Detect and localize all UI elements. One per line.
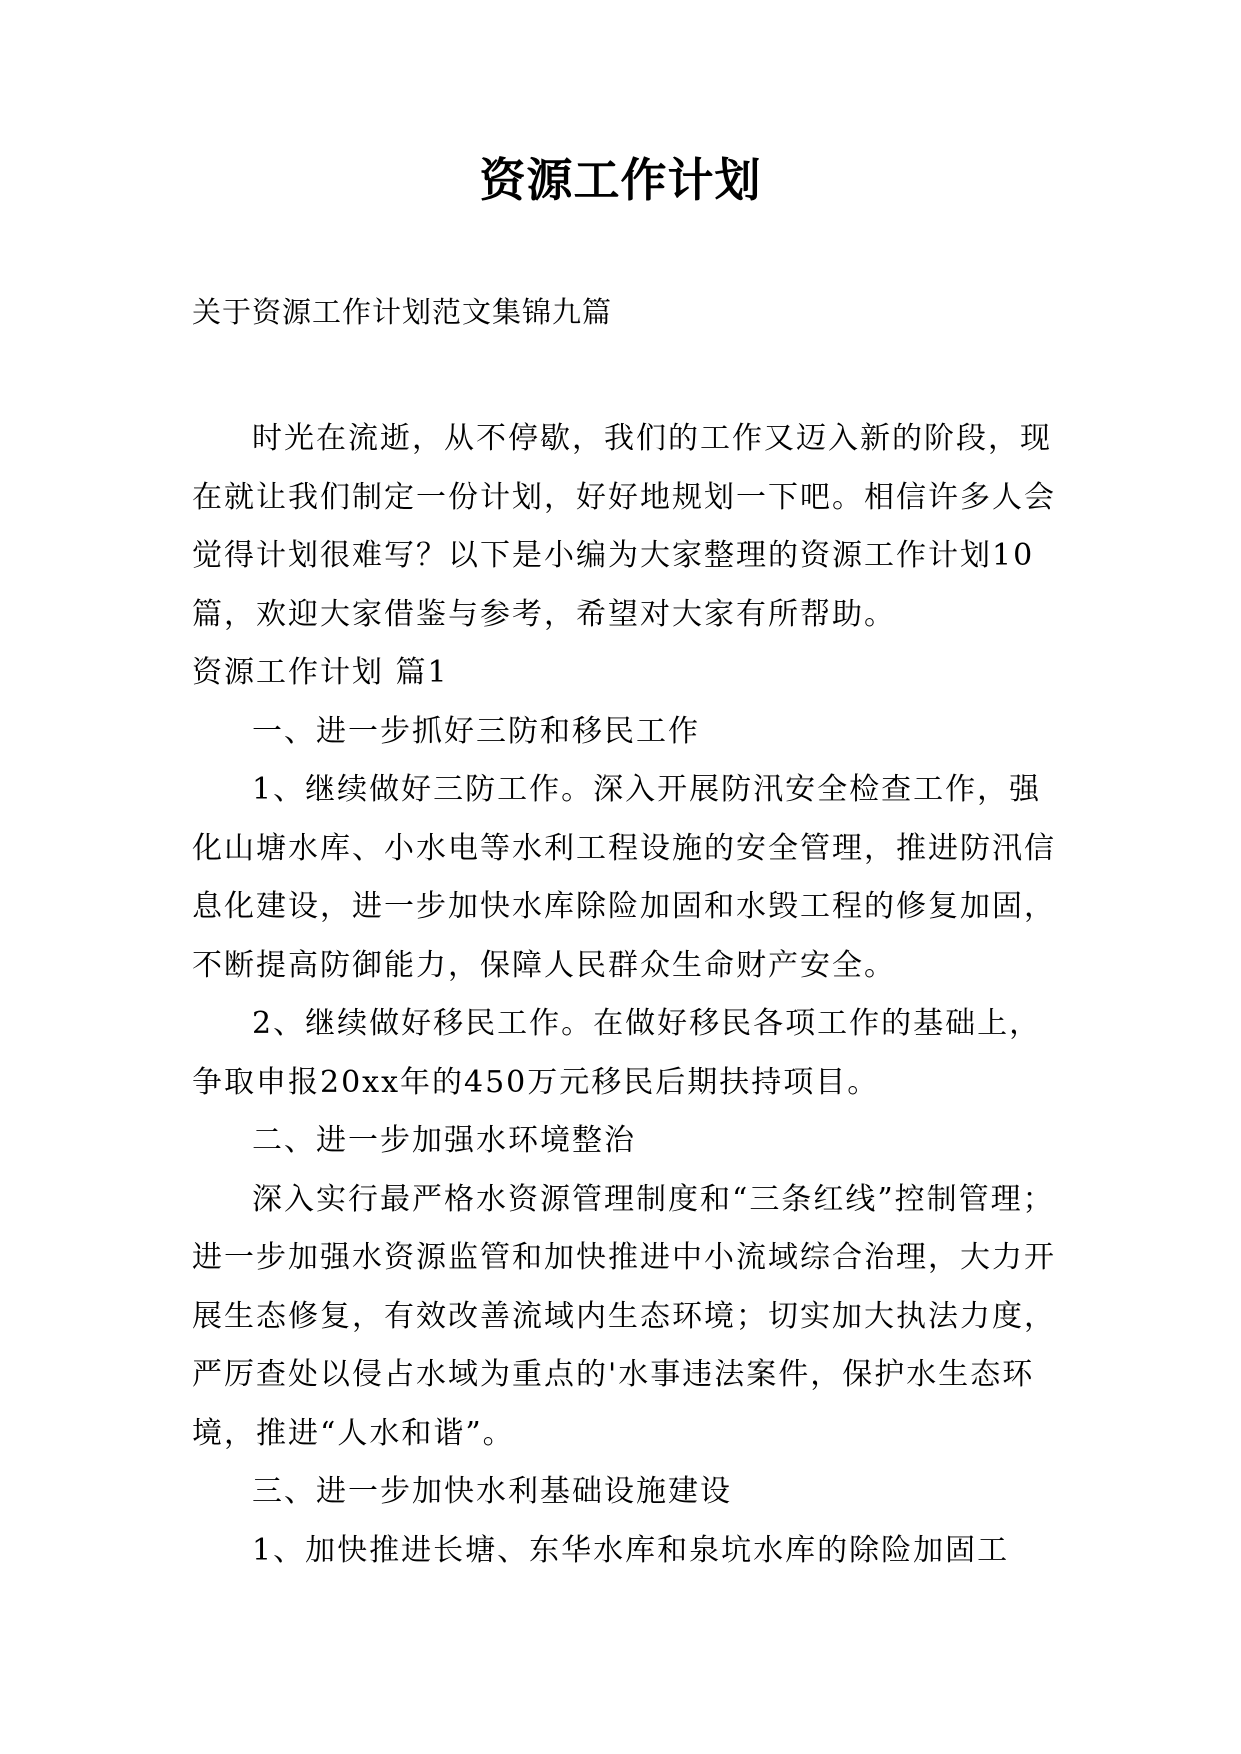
intro-paragraph: 时光在流逝，从不停歇，我们的工作又迈入新的阶段，现在就让我们制定一份计划，好好地规划一下吧。相信许多人会觉得计划很难写？以下是小编为大家整理的资源工作计划10篇，欢迎大家借鉴与参考，希望对大家有所帮助。 (192, 421, 1056, 632)
document-subtitle: 关于资源工作计划范文集锦九篇 (192, 295, 613, 329)
subsection-heading: 一、进一步抓好三防和移民工作 (252, 713, 700, 749)
document-body (192, 410, 1072, 1580)
body-paragraph: 1、加快推进长塘、东华水库和泉坑水库的除险加固工 (252, 1532, 1010, 1568)
section-heading: 资源工作计划 篇1 (192, 655, 449, 690)
body-paragraph: 2、继续做好移民工作。在做好移民各项工作的基础上，争取申报20xx年的450万元移民后期扶持项目。 (192, 1006, 1042, 1100)
subsection-heading: 三、进一步加快水利基础设施建设 (252, 1474, 732, 1509)
body-paragraph: 1、继续做好三防工作。深入开展防汛安全检查工作，强化山塘水库、小水电等水利工程设施的安全管理，推进防汛信息化建设，进一步加快水库除险加固和水毁工程的修复加固，不断提高防御能力，保障人民群众生命财产安全。 (192, 772, 1056, 983)
document-title: 资源工作计划 (479, 153, 762, 207)
body-paragraph: 深入实行最严格水资源管理制度和“三条红线”控制管理；进一步加强水资源监管和加快推进中小流域综合治理，大力开展生态修复，有效改善流域内生态环境；切实加大执法力度，严厉查处以侵占水域为重点的'水事违法案件，保护水生态环境，推进“人水和谐”。 (192, 1181, 1056, 1451)
subsection-heading: 二、进一步加强水环境整治 (252, 1123, 636, 1158)
